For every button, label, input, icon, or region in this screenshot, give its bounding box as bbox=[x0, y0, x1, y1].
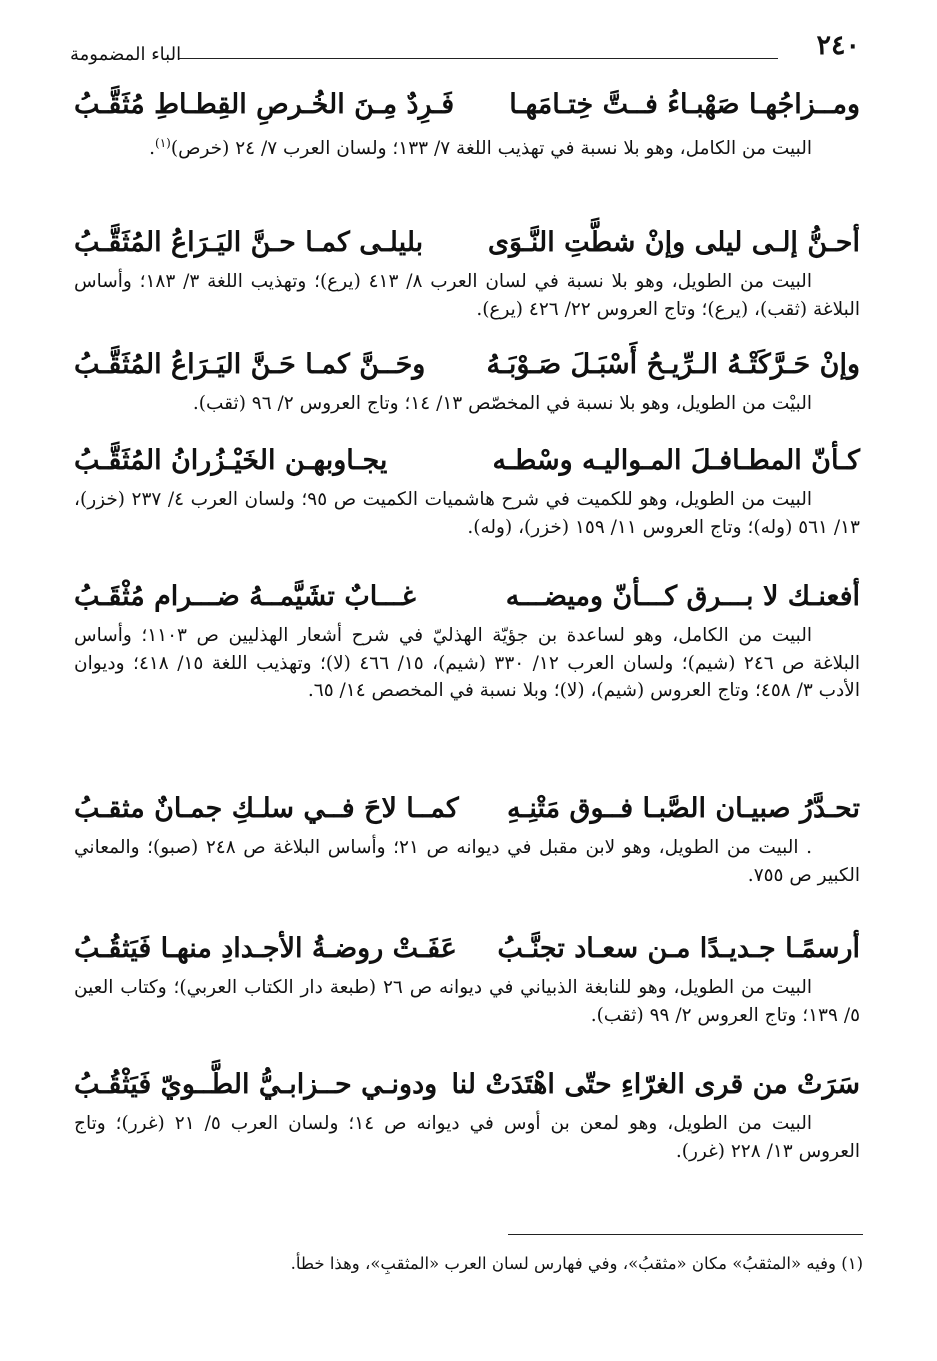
verse-note: البيت من الطويل، وهو للنابغة الذبياني في ديوانه ص ٢٦ (طبعة دار الكتاب العربي)؛ وكتاب العين ٥/ ١٣٩؛ وتاج العروس ٢/ ٩٩ (ثقب). bbox=[74, 977, 860, 1026]
verse bbox=[74, 226, 860, 260]
entry bbox=[74, 88, 860, 226]
verse-first-hemistich: أفعنـك لا بـــرق كـــأنّ وميضـــه bbox=[505, 581, 860, 612]
verse-second-hemistich: ودونـي حــزابـيُّ الطَّــويّ فَيَثْقُـبُ bbox=[74, 1069, 438, 1100]
verse bbox=[74, 932, 860, 966]
verse bbox=[74, 348, 860, 382]
verse bbox=[74, 1068, 860, 1102]
verse-first-hemistich: ومــزاجُهـا صَهْبـاءُ فــتَّ خِتـامَهـا bbox=[509, 89, 860, 120]
verse-first-hemistich: تحـدَّرُ صبيـان الصَّبـا فــوق مَتْنِـهِ bbox=[506, 793, 860, 824]
verse-second-hemistich: وحَــنَّ كمـا حَـنَّ اليَـرَاعُ المُثَقَّـبُ bbox=[74, 349, 426, 380]
verse-second-hemistich: غـــابٌ تشَيَّمــهُ ضـــرام مُثْقَـبُ bbox=[74, 581, 416, 612]
verse-note bbox=[74, 130, 860, 163]
entry bbox=[74, 1068, 860, 1188]
verse-first-hemistich: كـأنّ المطـافـلَ المـواليـه وسْطـه bbox=[492, 445, 860, 476]
verse-second-hemistich: بليلـى كمـا حـنَّ اليَـرَاعُ المُثَقَّـبُ bbox=[74, 227, 424, 258]
header-rule bbox=[178, 58, 778, 59]
verse-first-hemistich: أحـنُّ إلـى ليلى وإنْ شطَّتِ النَّـوَى bbox=[487, 227, 860, 258]
verse-first-hemistich: سَرَتْ من قرى الغرّاءِ حتّى اهْتَدَتْ لنا bbox=[451, 1069, 860, 1100]
verse-note: البيت من الطويل، وهو لمعن بن أوس في ديوانه ص ١٤؛ ولسان العرب ٥/ ٢١ (غرر)؛ وتاج العروس ١٣/ ٢٢٨ (غرر). bbox=[74, 1113, 860, 1162]
page-header bbox=[70, 30, 860, 70]
verse-second-hemistich: فَـرِدٌ مِـنَ الخُـرصِ القِطـاطِ مُثَقَّـبُ bbox=[74, 89, 455, 120]
entries-list bbox=[74, 88, 860, 1188]
section-title: الباء المضمومة bbox=[70, 44, 182, 65]
verse-note: . البيت من الطويل، وهو لابن مقبل في ديوانه ص ٢١؛ وأساس البلاغة ص ٢٤٨ (صبو)؛ والمعاني الكبير ص ٧٥٥. bbox=[74, 837, 860, 886]
verse-second-hemistich: يجـاوبهـن الخَيْـزُرانُ المُثَقَّـبُ bbox=[74, 445, 388, 476]
verse bbox=[74, 88, 860, 122]
verse-note-tail: . bbox=[149, 138, 156, 160]
verse-second-hemistich: كمــا لاحَ فــي سلـكِ جمـانٌ مثقـبُ bbox=[74, 793, 459, 824]
entry bbox=[74, 226, 860, 348]
verse bbox=[74, 580, 860, 614]
verse bbox=[74, 792, 860, 826]
verse-note: البيت من الكامل، وهو لساعدة بن جؤيّة الهذليّ في شرح أشعار الهذليين ص ١١٠٣؛ وأساس البلاغة ص ٢٤٦ (شيم)؛ ولسان العرب ١٢/ ٣٣٠ (شيم)، ١٥/ ٤٦٦ (لا)؛ وتهذيب اللغة ١٥/ ٤١٨؛ وديوان الأدب ٣/ ٤٥٨؛ وتاج العروس (شيم)، (لا)؛ وبلا نسبة في المخصص ١٤/ ٦٥. bbox=[74, 625, 860, 701]
verse-first-hemistich: وإنْ حَـرَّكَتْـهُ الـرِّيـحُ أَسْبَـلَ صَـوْبَـهُ bbox=[486, 349, 860, 380]
verse-note: البيت من الطويل، وهو بلا نسبة في لسان العرب ٨/ ٤١٣ (يرع)؛ وتهذيب اللغة ٣/ ١٨٣؛ وأساس البلاغة (ثقب)، (يرع)؛ وتاج العروس ٢٢/ ٤٢٦ (يرع). bbox=[74, 271, 860, 320]
verse-first-hemistich: أرسمًـا جـديـدًا مـن سعـاد تجنَّـبُ bbox=[497, 933, 860, 964]
footnote-marker: (١) bbox=[155, 136, 171, 150]
entry bbox=[74, 444, 860, 580]
entry bbox=[74, 348, 860, 444]
verse bbox=[74, 444, 860, 478]
footnote: (١) وفيه «المثقبُ» مكان «مثقبُ»، وفي فهارس لسان العرب «المثقبِ»، وهذا خطأ. bbox=[290, 1254, 863, 1273]
footnote-rule bbox=[508, 1234, 863, 1235]
verse-second-hemistich: عَفَـتْ روضـةُ الأجـدادِ منهـا فَيَثقُـبُ bbox=[74, 933, 457, 964]
verse-note: البيْت من الطويل، وهو بلا نسبة في المخصّص ١٣/ ١٤؛ وتاج العروس ٢/ ٩٦ (ثقب). bbox=[192, 393, 812, 414]
verse-note: البيت من الطويل، وهو للكميت في شرح هاشميات الكميت ص ٩٥؛ ولسان العرب ٤/ ٢٣٧ (خزر)، ١٣/ ٥٦١ (وله)؛ وتاج العروس ١١/ ١٥٩ (خزر)، (وله). bbox=[74, 489, 860, 538]
verse-note-text: البيت من الكامل، وهو بلا نسبة في تهذيب اللغة ٧/ ١٣٣؛ ولسان العرب ٧/ ٢٤ (خرص) bbox=[170, 138, 812, 160]
entry bbox=[74, 580, 860, 792]
entry bbox=[74, 932, 860, 1068]
entry bbox=[74, 792, 860, 932]
page-number: ٢٤٠ bbox=[816, 30, 860, 61]
